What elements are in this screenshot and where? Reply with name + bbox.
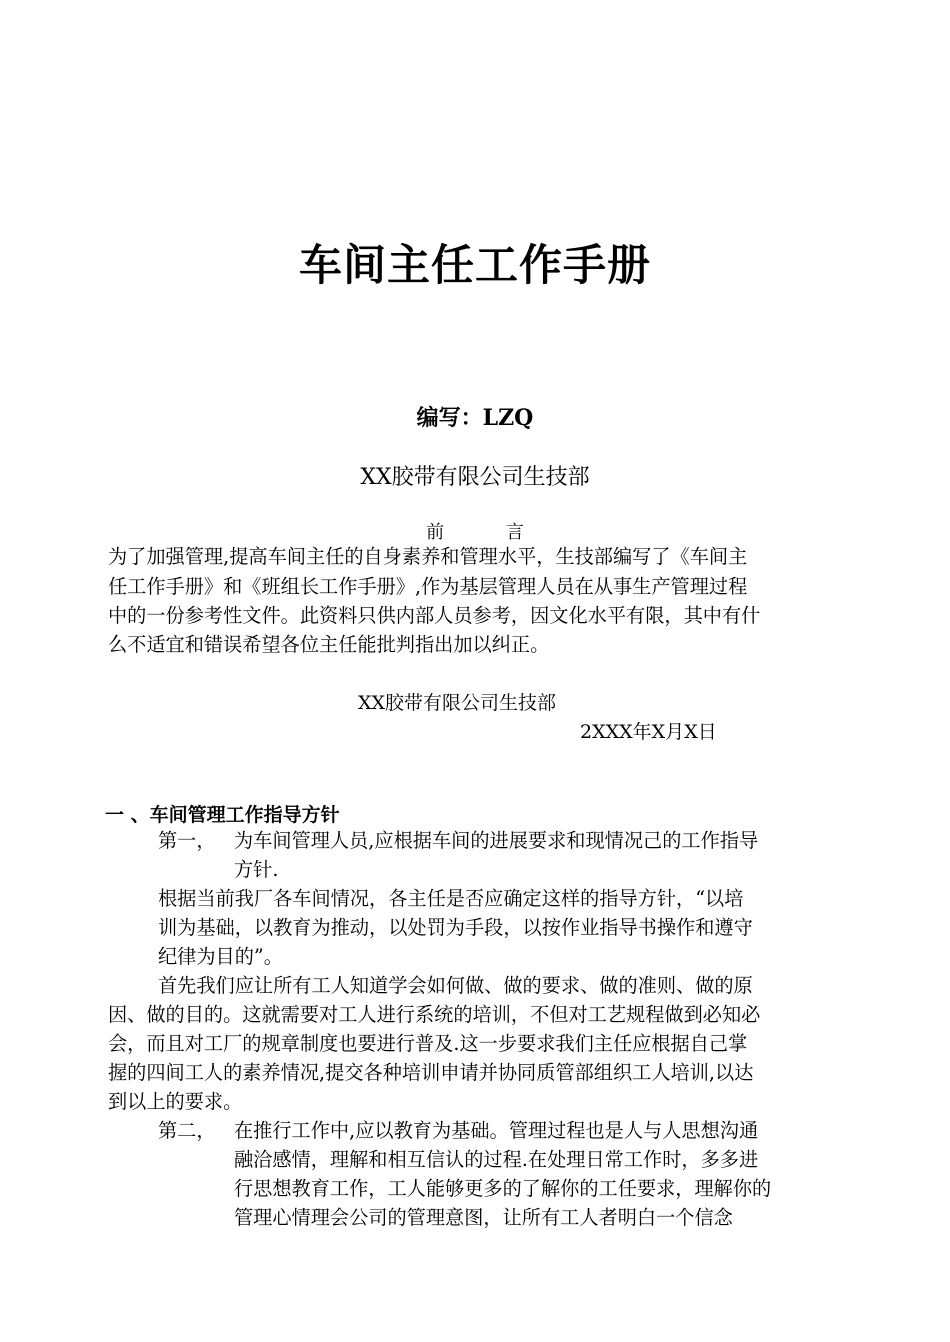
item1-label: 第一， <box>158 829 216 852</box>
para1-line-2: 训为基础，以教育为推动，以处罚为手段，以按作业指导书操作和遵守 <box>158 916 753 939</box>
para1-line-3: 纪律为目的”。 <box>158 945 283 968</box>
item1-line-2: 方针. <box>234 858 279 881</box>
para2-line-3: 会，而且对工厂的规章制度也要进行普及.这一步要求我们主任应根据自己掌 <box>108 1032 748 1055</box>
item2-label: 第二， <box>158 1119 216 1142</box>
para2-line-1: 首先我们应让所有工人知道学会如何做、做的要求、做的准则、做的原 <box>158 974 753 997</box>
para2-line-2: 因、做的目的。这就需要对工人进行系统的培训，不但对工艺规程做到必知必 <box>108 1003 761 1026</box>
preface-line-1: 为了加强管理,提高车间主任的自身素养和管理水平，生技部编写了《车间主 <box>108 545 748 568</box>
company-name: XX胶带有限公司生技部 <box>360 465 590 490</box>
item2-line-1: 在推行工作中,应以教育为基础。管理过程也是人与人思想沟通 <box>234 1119 759 1142</box>
item1-line-1: 为车间管理人员,应根据车间的进展要求和现情况己的工作指导 <box>234 829 759 852</box>
para2-line-4: 握的四间工人的素养情况,提交各种培训申请并协同质管部组织工人培训,以达 <box>108 1061 754 1084</box>
preface-heading <box>0 518 950 544</box>
preface-line-2: 任工作手册》和《班组长工作手册》,作为基层管理人员在从事生产管理过程 <box>108 575 748 598</box>
author-line: 编写：LZQ <box>416 405 534 431</box>
signature-company: XX胶带有限公司生技部 <box>358 692 557 714</box>
signature-date: 2XXX年X月X日 <box>580 721 717 743</box>
item2-line-2: 融洽感情，理解和相互信认的过程.在处理日常工作时，多多进 <box>234 1148 759 1171</box>
section-heading: 一 、车间管理工作指导方针 <box>105 804 340 826</box>
item2-line-4: 管理心情理会公司的管理意图，让所有工人者明白一个信念 <box>234 1206 733 1229</box>
para2-line-5: 到以上的要求。 <box>108 1090 243 1113</box>
document-title: 车间主任工作手册 <box>299 241 651 291</box>
item2-line-3: 行思想教育工作，工人能够更多的了解你的工任要求，理解你的 <box>234 1177 772 1200</box>
preface-heading-text: 前 言 <box>426 522 552 543</box>
para1-line-1: 根据当前我厂各车间情况，各主任是否应确定这样的指导方针，“以培 <box>158 887 744 910</box>
preface-line-3: 中的一份参考性文件。此资料只供内部人员参考，因文化水平有限，其中有什 <box>108 604 761 627</box>
preface-line-4: 么不适宜和错误希望各位主任能批判指出加以纠正。 <box>108 633 550 656</box>
